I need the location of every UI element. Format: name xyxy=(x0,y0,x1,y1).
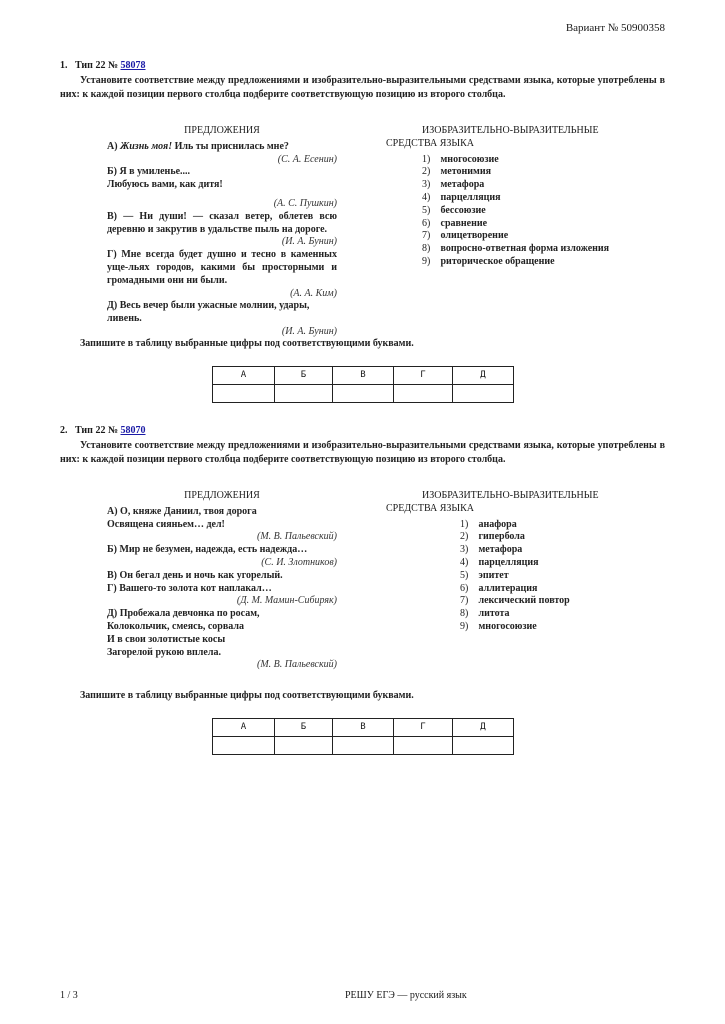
task-1-type: Тип 22 № xyxy=(75,60,118,71)
devices-header-line-1: ИЗОБРАЗИТЕЛЬНО-ВЫРАЗИТЕЛЬНЫЕ xyxy=(422,490,599,501)
answer-header-b: Б xyxy=(275,719,333,737)
task-1-id-link[interactable]: 58078 xyxy=(120,60,146,71)
task-2-heading xyxy=(60,424,146,437)
footer-site-title: РЕШУ ЕГЭ — русский язык xyxy=(345,990,467,1001)
sentence-b-author: (С. И. Злотников) xyxy=(261,556,337,568)
option-3: 3) метафора xyxy=(460,544,523,556)
sentence-a-line-1: А) О, княже Даниил, твоя дорога xyxy=(107,505,257,517)
task-1-write-prompt: Запишите в таблицу выбранные цифры под соответствующими буквами. xyxy=(80,338,414,349)
task-2-answer-table xyxy=(212,718,514,755)
page-number: 1 / 3 xyxy=(60,990,78,1001)
task-1-number: 1. xyxy=(60,60,68,71)
answer-cell-v[interactable] xyxy=(333,385,394,403)
answer-cell-b[interactable] xyxy=(275,737,333,755)
task-2-type: Тип 22 № xyxy=(75,425,118,436)
task-2-instruction xyxy=(60,439,665,467)
option-7: 7) олицетворение xyxy=(422,230,509,242)
sentence-a-author: (С. А. Есенин) xyxy=(277,153,337,165)
answer-cell-d[interactable] xyxy=(453,385,514,403)
option-6: 6) сравнение xyxy=(422,217,488,229)
devices-options-list xyxy=(386,519,666,634)
sentence-d: Д) Весь вечер были ужасные молнии, удары, ливень. xyxy=(107,300,310,325)
answer-cell-a[interactable] xyxy=(213,385,275,403)
sentence-d-line-1: Д) Пробежала девчонка по росам, xyxy=(107,608,260,620)
answer-table-input-row xyxy=(213,385,514,403)
option-9: 9) многосоюзие xyxy=(460,620,537,632)
option-8: 8) вопросно-ответная форма изложения xyxy=(422,243,610,255)
task-2-id-link[interactable]: 58070 xyxy=(120,425,146,436)
sentences-header: ПРЕДЛОЖЕНИЯ xyxy=(184,490,260,501)
answer-header-b: Б xyxy=(275,367,333,385)
sentence-v: В) Он бегал день и ночь как угорелый. xyxy=(107,569,283,581)
answer-header-g: Г xyxy=(394,367,453,385)
answer-table-header-row xyxy=(213,719,514,737)
option-6: 6) аллитерация xyxy=(460,582,538,594)
task-2-sentences-column xyxy=(107,490,337,672)
answer-cell-d[interactable] xyxy=(453,737,514,755)
sentence-b: Б) Мир не безумен, надежда, есть надежда… xyxy=(107,544,308,556)
sentence-d-author: (М. В. Пальевский) xyxy=(257,659,337,671)
option-8: 8) литота xyxy=(460,608,510,620)
option-5: 5) бессоюзие xyxy=(422,204,486,216)
answer-cell-g[interactable] xyxy=(394,385,453,403)
sentence-a-author: (М. В. Пальевский) xyxy=(257,531,337,543)
answer-header-d: Д xyxy=(453,719,514,737)
answer-header-g: Г xyxy=(394,719,453,737)
option-4: 4) парцелляция xyxy=(460,556,539,568)
task-1-sentences-column xyxy=(107,125,337,339)
sentence-v-author: (И. А. Бунин) xyxy=(281,236,337,248)
answer-header-v: В xyxy=(333,719,394,737)
sentences-header: ПРЕДЛОЖЕНИЯ xyxy=(184,125,260,136)
sentence-g-author: (Д. М. Мамин-Сибиряк) xyxy=(236,595,337,607)
answer-header-a: А xyxy=(213,367,275,385)
task-2-write-prompt: Запишите в таблицу выбранные цифры под соответствующими буквами. xyxy=(80,690,414,701)
task-1-answer-table xyxy=(212,366,514,403)
sentence-d-author: (И. А. Бунин) xyxy=(281,325,337,337)
task-1-instruction xyxy=(60,74,665,102)
devices-header-line-2: СРЕДСТВА ЯЗЫКА xyxy=(386,137,474,149)
answer-cell-v[interactable] xyxy=(333,737,394,755)
option-1: 1) анафора xyxy=(460,518,517,530)
task-2-number: 2. xyxy=(60,425,68,436)
variant-number: Вариант № 50900358 xyxy=(565,22,665,34)
sentence-b-author: (А. С. Пушкин) xyxy=(273,197,337,209)
option-2: 2) метонимия xyxy=(422,166,492,178)
devices-header-line-1: ИЗОБРАЗИТЕЛЬНО-ВЫРАЗИТЕЛЬНЫЕ xyxy=(422,125,599,136)
answer-cell-b[interactable] xyxy=(275,385,333,403)
option-7: 7) лексический повтор xyxy=(460,595,570,607)
answer-header-a: А xyxy=(213,719,275,737)
task-2-devices-column xyxy=(386,490,666,634)
option-3: 3) метафора xyxy=(422,179,485,191)
sentence-g-author: (А. А. Ким) xyxy=(290,287,337,299)
task-1-heading xyxy=(60,59,146,72)
sentence-a-emphasis: Жизнь моя! xyxy=(120,140,173,152)
sentence-g: Г) Вашего-то золота кот наплакал… xyxy=(107,582,272,594)
answer-table-header-row xyxy=(213,367,514,385)
answer-header-d: Д xyxy=(453,367,514,385)
option-1: 1) многосоюзие xyxy=(422,153,499,165)
task-1-instruction-text: Установите соответствие между предложениями и изобразительно-выразительными средствами языка, которые употреблены в них: к каждой позиции первого столбца подберите соответствующую позицию из второго столбца. xyxy=(60,75,665,100)
option-9: 9) риторическое обращение xyxy=(422,255,555,267)
devices-header-line-2: СРЕДСТВА ЯЗЫКА xyxy=(386,502,474,514)
answer-table-input-row xyxy=(213,737,514,755)
sentence-a-line-2: Освящена сияньем… дел! xyxy=(107,518,225,530)
devices-options-list xyxy=(386,154,666,269)
sentence-b-line-1: Б) Я в умиленье.... xyxy=(107,166,191,178)
option-2: 2) гипербола xyxy=(460,531,525,543)
sentence-d-line-2: Колокольчик, смеясь, сорвала xyxy=(107,620,244,632)
sentence-d-line-4: Загорелой рукою вплела. xyxy=(107,646,221,658)
sentence-a: А) Жизнь моя! Иль ты приснилась мне? xyxy=(107,140,289,152)
answer-header-v: В xyxy=(333,367,394,385)
task-2-instruction-text: Установите соответствие между предложениями и изобразительно-выразительными средствами языка, которые употреблены в них: к каждой позиции первого столбца подберите соответствующую позицию из второго столбца. xyxy=(60,440,665,465)
option-5: 5) эпитет xyxy=(460,569,509,581)
task-1-devices-column xyxy=(386,125,666,269)
sentence-g: Г) Мне всегда будет душно и тесно в каменных уще-льях городов, какими бы просторными и громадными они ни были. xyxy=(107,249,337,286)
option-4: 4) парцелляция xyxy=(422,191,501,203)
answer-cell-g[interactable] xyxy=(394,737,453,755)
answer-cell-a[interactable] xyxy=(213,737,275,755)
sentence-v: В) — Ни души! — сказал ветер, облетев всю деревню и закрутив в удальстве пыль на дороге. xyxy=(107,210,337,235)
sentence-b-line-2: Любуюсь вами, как дитя! xyxy=(107,179,223,191)
sentence-d-line-3: И в свои золотистые косы xyxy=(107,633,226,645)
